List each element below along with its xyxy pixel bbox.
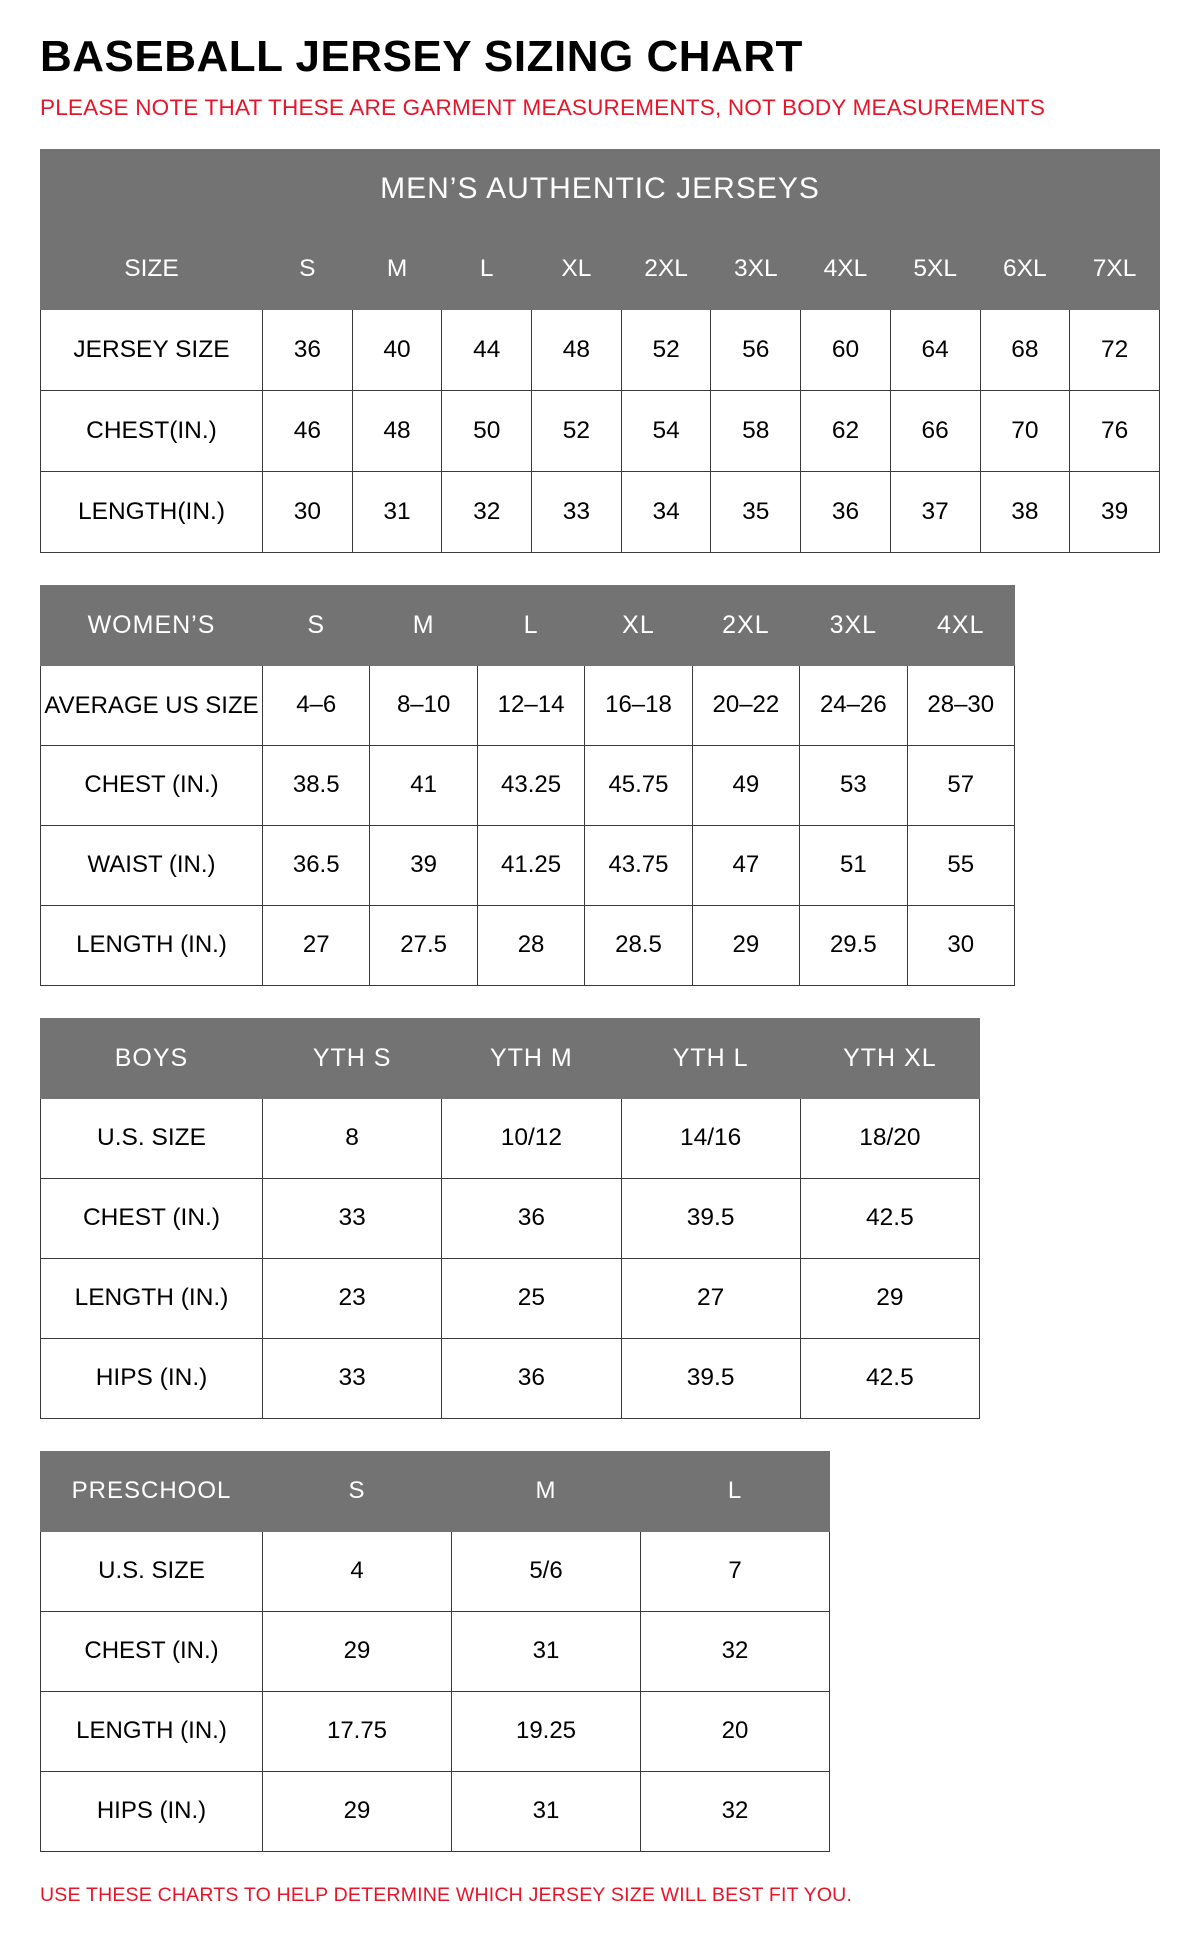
table-cell: 48 [532,309,622,390]
mens-col-header: XL [532,228,622,309]
table-cell: 35 [711,471,801,552]
table-cell: 39 [1070,471,1160,552]
table-row [41,1691,830,1771]
row-label: HIPS (IN.) [41,1771,263,1851]
table-cell: 52 [621,309,711,390]
table-cell: 5/6 [452,1531,641,1611]
womens-sizing-table [40,585,1015,986]
table-cell: 31 [452,1611,641,1691]
table-cell: 4 [263,1531,452,1611]
table-cell: 33 [532,471,622,552]
boys-column-header-row [41,1018,980,1098]
mens-col-header: L [442,228,532,309]
table-cell: 49 [692,745,799,825]
table-cell: 46 [263,390,353,471]
mens-banner: MEN’S AUTHENTIC JERSEYS [41,149,1160,228]
row-label: LENGTH(IN.) [41,471,263,552]
table-cell: 34 [621,471,711,552]
mens-column-header-row [41,228,1160,309]
table-cell: 17.75 [263,1691,452,1771]
boys-col-header: YTH L [621,1018,800,1098]
table-row [41,1098,980,1178]
table-cell: 28.5 [585,905,692,985]
boys-sizing-table [40,1018,980,1419]
table-cell: 4–6 [263,665,370,745]
row-label: AVERAGE US SIZE [41,665,263,745]
row-label: U.S. SIZE [41,1531,263,1611]
table-cell: 36 [442,1178,621,1258]
womens-col-header: L [477,585,584,665]
table-cell: 39 [370,825,477,905]
table-cell: 29 [692,905,799,985]
table-row [41,309,1160,390]
boys-col-header: YTH S [263,1018,442,1098]
table-cell: 8–10 [370,665,477,745]
table-cell: 58 [711,390,801,471]
table-cell: 24–26 [800,665,907,745]
row-label: HIPS (IN.) [41,1338,263,1418]
table-cell: 33 [263,1178,442,1258]
table-cell: 30 [263,471,353,552]
boys-col-header: YTH M [442,1018,621,1098]
table-cell: 41.25 [477,825,584,905]
footer-note: USE THESE CHARTS TO HELP DETERMINE WHICH JERSEY SIZE WILL BEST FIT YOU. [40,1883,853,1906]
row-label: CHEST (IN.) [41,1178,263,1258]
table-cell: 27 [263,905,370,985]
table-row [41,390,1160,471]
table-cell: 28 [477,905,584,985]
table-row [41,1178,980,1258]
mens-col-header: 6XL [980,228,1070,309]
table-cell: 36 [442,1338,621,1418]
table-cell: 44 [442,309,532,390]
table-cell: 56 [711,309,801,390]
mens-table-banner-row [41,149,1160,228]
womens-col-header: 3XL [800,585,907,665]
table-cell: 70 [980,390,1070,471]
table-cell: 29 [263,1611,452,1691]
row-label: CHEST (IN.) [41,1611,263,1691]
table-cell: 66 [890,390,980,471]
table-cell: 55 [907,825,1014,905]
table-cell: 25 [442,1258,621,1338]
table-cell: 64 [890,309,980,390]
mens-col-header: 7XL [1070,228,1160,309]
table-cell: 10/12 [442,1098,621,1178]
table-cell: 20 [641,1691,830,1771]
table-cell: 39.5 [621,1178,800,1258]
page-title: BASEBALL JERSEY SIZING CHART [40,32,803,81]
table-row [41,905,1015,985]
womens-col-header: WOMEN’S [41,585,263,665]
table-cell: 16–18 [585,665,692,745]
row-label: JERSEY SIZE [41,309,263,390]
table-cell: 45.75 [585,745,692,825]
mens-col-header: SIZE [41,228,263,309]
table-cell: 57 [907,745,1014,825]
table-cell: 41 [370,745,477,825]
table-cell: 43.25 [477,745,584,825]
table-cell: 40 [352,309,442,390]
preschool-col-header: PRESCHOOL [41,1451,263,1531]
table-cell: 20–22 [692,665,799,745]
womens-col-header: 4XL [907,585,1014,665]
table-cell: 19.25 [452,1691,641,1771]
table-cell: 37 [890,471,980,552]
table-cell: 54 [621,390,711,471]
table-cell: 51 [800,825,907,905]
mens-col-header: 3XL [711,228,801,309]
table-cell: 72 [1070,309,1160,390]
boys-col-header: YTH XL [800,1018,979,1098]
table-row [41,825,1015,905]
table-cell: 76 [1070,390,1160,471]
table-row [41,471,1160,552]
mens-col-header: 5XL [890,228,980,309]
table-row [41,745,1015,825]
table-cell: 38 [980,471,1070,552]
table-cell: 60 [801,309,891,390]
table-cell: 31 [352,471,442,552]
table-cell: 38.5 [263,745,370,825]
row-label: CHEST (IN.) [41,745,263,825]
table-cell: 43.75 [585,825,692,905]
table-cell: 32 [442,471,532,552]
table-cell: 7 [641,1531,830,1611]
table-row [41,1771,830,1851]
boys-col-header: BOYS [41,1018,263,1098]
table-row [41,1258,980,1338]
table-cell: 47 [692,825,799,905]
mens-col-header: S [263,228,353,309]
mens-col-header: 2XL [621,228,711,309]
womens-column-header-row [41,585,1015,665]
table-cell: 33 [263,1338,442,1418]
row-label: WAIST (IN.) [41,825,263,905]
mens-col-header: 4XL [801,228,891,309]
table-cell: 29.5 [800,905,907,985]
row-label: CHEST(IN.) [41,390,263,471]
preschool-column-header-row [41,1451,830,1531]
table-cell: 48 [352,390,442,471]
table-cell: 12–14 [477,665,584,745]
table-cell: 36.5 [263,825,370,905]
womens-col-header: XL [585,585,692,665]
table-cell: 32 [641,1611,830,1691]
table-cell: 36 [263,309,353,390]
womens-col-header: M [370,585,477,665]
table-cell: 62 [801,390,891,471]
table-cell: 27 [621,1258,800,1338]
mens-sizing-table [40,149,1160,553]
preschool-col-header: M [452,1451,641,1531]
table-row [41,665,1015,745]
table-cell: 28–30 [907,665,1014,745]
table-cell: 68 [980,309,1070,390]
table-cell: 18/20 [800,1098,979,1178]
table-row [41,1611,830,1691]
preschool-col-header: S [263,1451,452,1531]
table-cell: 32 [641,1771,830,1851]
table-cell: 8 [263,1098,442,1178]
row-label: U.S. SIZE [41,1098,263,1178]
table-cell: 14/16 [621,1098,800,1178]
table-cell: 36 [801,471,891,552]
row-label: LENGTH (IN.) [41,905,263,985]
womens-col-header: S [263,585,370,665]
table-row [41,1531,830,1611]
measurement-notice: PLEASE NOTE THAT THESE ARE GARMENT MEASUREMENTS, NOT BODY MEASUREMENTS [40,95,1046,121]
table-cell: 23 [263,1258,442,1338]
row-label: LENGTH (IN.) [41,1258,263,1338]
mens-col-header: M [352,228,442,309]
womens-col-header: 2XL [692,585,799,665]
table-cell: 27.5 [370,905,477,985]
table-cell: 50 [442,390,532,471]
table-cell: 29 [800,1258,979,1338]
table-cell: 29 [263,1771,452,1851]
table-cell: 30 [907,905,1014,985]
table-cell: 42.5 [800,1338,979,1418]
preschool-col-header: L [641,1451,830,1531]
table-cell: 39.5 [621,1338,800,1418]
row-label: LENGTH (IN.) [41,1691,263,1771]
table-cell: 52 [532,390,622,471]
table-row [41,1338,980,1418]
table-cell: 53 [800,745,907,825]
preschool-sizing-table [40,1451,830,1852]
table-cell: 31 [452,1771,641,1851]
table-cell: 42.5 [800,1178,979,1258]
